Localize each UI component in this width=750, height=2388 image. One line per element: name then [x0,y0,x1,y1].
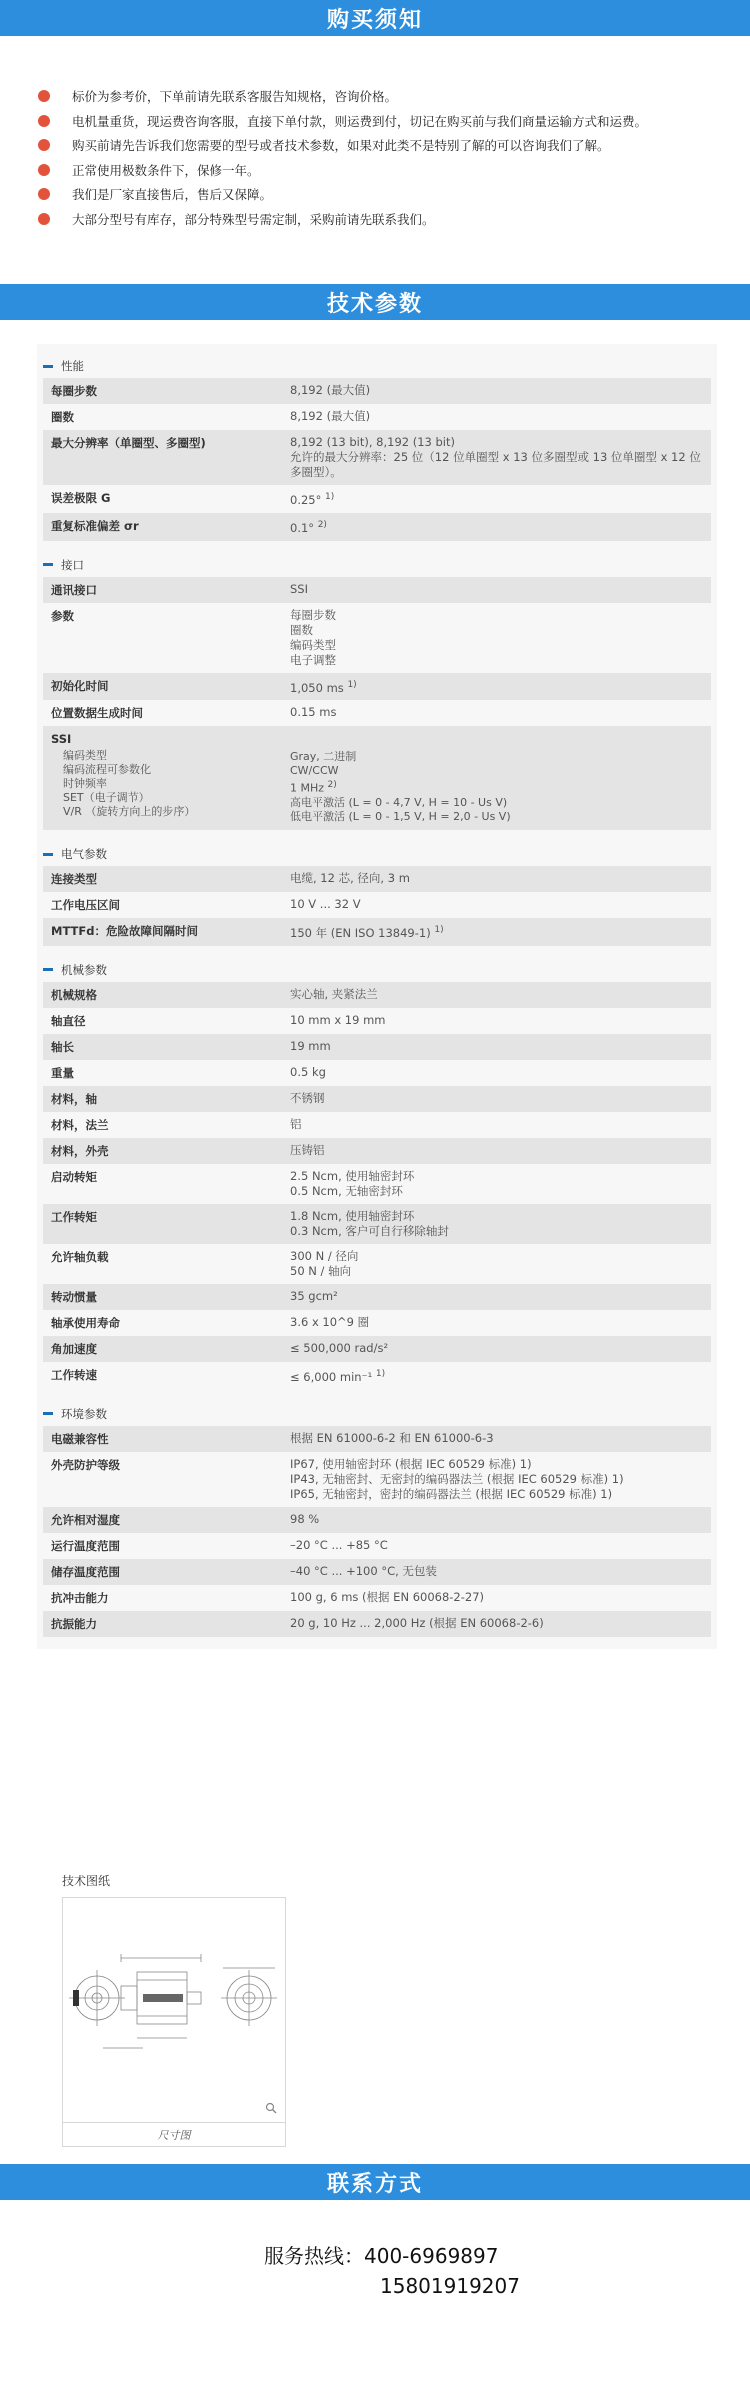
spec-row [43,1284,711,1310]
bullet-dot-icon [38,213,50,225]
spec-value: 1.8 Ncm, 使用轴密封环 0.3 Ncm, 客户可自行移除轴封 [290,1208,449,1238]
spec-value: 0.15 ms [290,705,337,720]
spec-label: 储存温度范围 [51,1564,120,1579]
spec-label: 允许相对湿度 [51,1512,120,1527]
spec-row [43,673,711,701]
bullet-dot-icon [38,115,50,127]
section-title: 电气参数 [37,842,717,866]
footnote: 1) [325,492,335,502]
performance-section [37,354,717,541]
spec-label: 启动转矩 [51,1169,97,1184]
spec-label: 工作转速 [51,1367,97,1382]
phone-text: 15801919207 [380,2274,520,2298]
spec-value: 实心轴, 夹紧法兰 [290,986,378,1001]
spec-label: 重复标准偏差 σr [51,518,139,533]
spec-row [43,1611,711,1637]
spec-row [43,430,711,485]
spec-label: 轴承使用寿命 [51,1315,120,1330]
spec-value: 压铸铝 [290,1142,325,1157]
spec-row [43,892,711,918]
spec-label: 转动惯量 [51,1289,97,1304]
notice-text: 标价为参考价，下单前请先联系客服告知规格，咨询价格。 [72,89,398,105]
spec-row [43,1533,711,1559]
spec-row [43,1336,711,1362]
spec-row [43,603,711,673]
spec-label: 角加速度 [51,1341,97,1356]
dash-icon [43,853,53,856]
hotline-text: 服务热线：400-6969897 [264,2244,499,2268]
bullet-dot-icon [38,90,50,102]
spec-value: 每圈步数 圈数 编码类型 电子调整 [290,607,336,667]
spec-value: 铝 [290,1116,302,1131]
spec-label: 抗冲击能力 [51,1590,109,1605]
ssi-label: 时钟频率 [63,777,107,791]
ssi-label: 编码类型 [63,749,107,763]
ssi-label: 编码流程可参数化 [63,763,151,777]
spec-label: 初始化时间 [51,678,109,693]
notice-banner: 购买须知 [0,0,750,36]
spec-row [43,1426,711,1452]
specs-banner: 技术参数 [0,284,750,320]
spec-value: IP67, 使用轴密封环 (根据 IEC 60529 标准) 1) IP43, 无轴密封、无密封的编码器法兰 (根据 IEC 60529 标准) 1) IP65, 无轴密封，密封的编码器法兰 (根据 IEC 60529 标准) 1) [290,1456,624,1501]
section-title: 环境参数 [37,1402,717,1426]
ssi-value: 低电平激活 (L = 0 - 1,5 V, H = 2,0 - Us V) [290,810,511,824]
spec-row [43,866,711,892]
spec-value: –20 °C ... +85 °C [290,1537,388,1552]
spec-value: 100 g, 6 ms (根据 EN 60068-2-27) [290,1589,485,1604]
spec-label: 轴长 [51,1039,74,1054]
spec-row [43,1112,711,1138]
spec-row [43,982,711,1008]
dash-icon [43,563,53,566]
spec-label: 重量 [51,1065,74,1080]
spec-label: 参数 [51,608,74,623]
contact-banner: 联系方式 [0,2164,750,2200]
ssi-value: Gray, 二进制 [290,750,357,764]
footnote: 2) [327,780,337,791]
spec-label: 机械规格 [51,987,97,1002]
ssi-block [43,726,711,830]
spec-value: 8,192 (最大值) [290,409,371,423]
spec-label: 运行温度范围 [51,1538,120,1553]
spec-row [43,1585,711,1611]
spec-value: 不锈钢 [290,1090,325,1105]
notice-text: 购买前请先告诉我们您需要的型号或者技术参数，如果对此类不是特别了解的可以咨询我们了解。 [72,138,610,154]
bullet-dot-icon [38,139,50,151]
spec-row [43,513,711,541]
spec-row [43,1507,711,1533]
ssi-value: 1 MHz $^{2)}$ [290,780,337,796]
environment-section [37,1402,717,1637]
spec-row [43,1452,711,1507]
spec-value: 1,050 ms $^{1)}$ [290,679,357,695]
spec-row [43,1138,711,1164]
footnote: 1) [434,925,444,936]
dash-icon [43,365,53,368]
specs-table [37,344,717,1649]
spec-value: 根据 EN 61000-6-2 和 EN 61000-6-3 [290,1430,494,1445]
spec-value: 10 mm x 19 mm [290,1012,386,1027]
spec-row [43,1164,711,1204]
contact-section [0,2240,750,2308]
spec-row [43,1034,711,1060]
spec-label: 允许轴负载 [51,1249,109,1264]
spec-value: 电缆, 12 芯, 径向, 3 m [290,871,410,886]
spec-label: 连接类型 [51,872,97,887]
dimension-drawing-image [63,1898,285,2122]
notice-item [38,109,750,134]
drawing-caption: 尺寸图 [63,2122,285,2146]
spec-value: 150 年 (EN ISO 13849-1) $^{1)}$ [290,925,444,940]
spec-label: 材料，法兰 [51,1117,109,1132]
spec-value: 19 mm [290,1038,331,1053]
notice-section [0,36,750,284]
footnote: 2) [317,519,327,530]
ssi-value: 高电平激活 (L = 0 - 4,7 V, H = 10 - Us V) [290,796,508,810]
spec-value: 0.5 kg [290,1064,326,1079]
spec-row [43,1008,711,1034]
spec-label: 最大分辨率（单圈型、多圈型) [51,436,206,450]
bullet-dot-icon [38,164,50,176]
spec-label: 通讯接口 [51,582,97,597]
drawing-title: 技术图纸 [62,1874,111,1888]
spec-value: SSI [290,581,308,596]
ssi-value: CW/CCW [290,764,339,778]
footnote: 1) [375,1368,386,1379]
section-title: 机械参数 [37,958,717,982]
notice-text: 电机量重货，现运费咨询客服，直接下单付款，则运费到付，切记在购买前与我们商量运输方式和运费。 [72,113,648,129]
magnify-icon[interactable] [265,2102,277,2114]
ssi-label: V/R （旋转方向上的步序） [63,805,196,819]
spec-value: 0.25° $^{1)}$ [290,492,335,507]
notice-text: 正常使用极数条件下，保修一年。 [72,162,260,178]
notice-item [38,133,750,158]
spec-value: 8,192 (最大值) [290,383,371,397]
spec-label: 抗振能力 [51,1616,97,1631]
section-title: 接口 [37,553,717,577]
spec-label: 工作电压区间 [51,898,120,913]
spec-row [43,404,711,430]
notice-list [38,84,750,231]
spec-row [43,1559,711,1585]
spec-row [43,1362,711,1390]
spec-value: 20 g, 10 Hz ... 2,000 Hz (根据 EN 60068-2-6) [290,1615,544,1630]
spec-value: 10 V ... 32 V [290,897,361,912]
spec-value: 35 gcm² [290,1288,338,1303]
spec-label: 误差极限 G [51,491,111,505]
dash-icon [43,968,53,971]
notice-text: 大部分型号有库存，部分特殊型号需定制，采购前请先联系我们。 [72,211,435,227]
spec-label: 圈数 [51,410,74,424]
interface-section [37,553,717,830]
spec-label: 材料，轴 [51,1091,97,1106]
drawing-thumbnail[interactable] [62,1897,286,2147]
spec-row [43,700,711,726]
spec-value: 300 N / 径向 50 N / 轴向 [290,1248,359,1278]
spec-label: 电磁兼容性 [51,1431,109,1446]
electrical-section [37,842,717,946]
notice-item [38,207,750,232]
ssi-label: SET（电子调节） [63,791,150,805]
spec-row [43,1204,711,1244]
spec-row [43,1310,711,1336]
spec-row [43,1086,711,1112]
dash-icon [43,1412,53,1415]
section-title: 性能 [37,354,717,378]
mechanical-section [37,958,717,1390]
spec-value: ≤ 6,000 min⁻¹ $^{1)}$ [290,1368,386,1384]
spec-label: MTTFd：危险故障间隔时间 [51,924,198,939]
footnote: 1) [347,679,357,690]
spec-value: ≤ 500,000 rad/s² [290,1340,389,1355]
notice-text: 我们是厂家直接售后，售后又保障。 [72,187,273,203]
spec-row [43,918,711,946]
spec-value: 8,192 (13 bit), 8,192 (13 bit) 允许的最大分辨率：25 位（12 位单圈型 x 13 位多圈型或 13 位单圈型 x 12 位多圈型）。 [290,435,701,479]
spec-row [43,577,711,603]
spec-row [43,1060,711,1086]
spec-label: 工作转矩 [51,1209,97,1224]
spec-row [43,378,711,404]
notice-item [38,84,750,109]
spec-label: 材料，外壳 [51,1143,109,1158]
spec-row [43,1244,711,1284]
spec-value: 0.1° $^{2)}$ [290,519,327,535]
spec-value: 98 % [290,1511,320,1526]
ssi-title: SSI [51,732,72,747]
spec-value: 3.6 x 10^9 圈 [290,1314,370,1329]
spec-row [43,485,711,513]
spec-label: 轴直径 [51,1013,86,1028]
technical-drawing [62,1872,286,2147]
spec-label: 位置数据生成时间 [51,706,143,721]
notice-item [38,182,750,207]
spec-label: 外壳防护等级 [51,1457,120,1472]
spec-label: 每圈步数 [51,384,97,398]
notice-item [38,158,750,183]
bullet-dot-icon [38,188,50,200]
spec-value: 2.5 Ncm, 使用轴密封环 0.5 Ncm, 无轴密封环 [290,1168,415,1198]
spec-value: –40 °C ... +100 °C, 无包装 [290,1563,437,1578]
